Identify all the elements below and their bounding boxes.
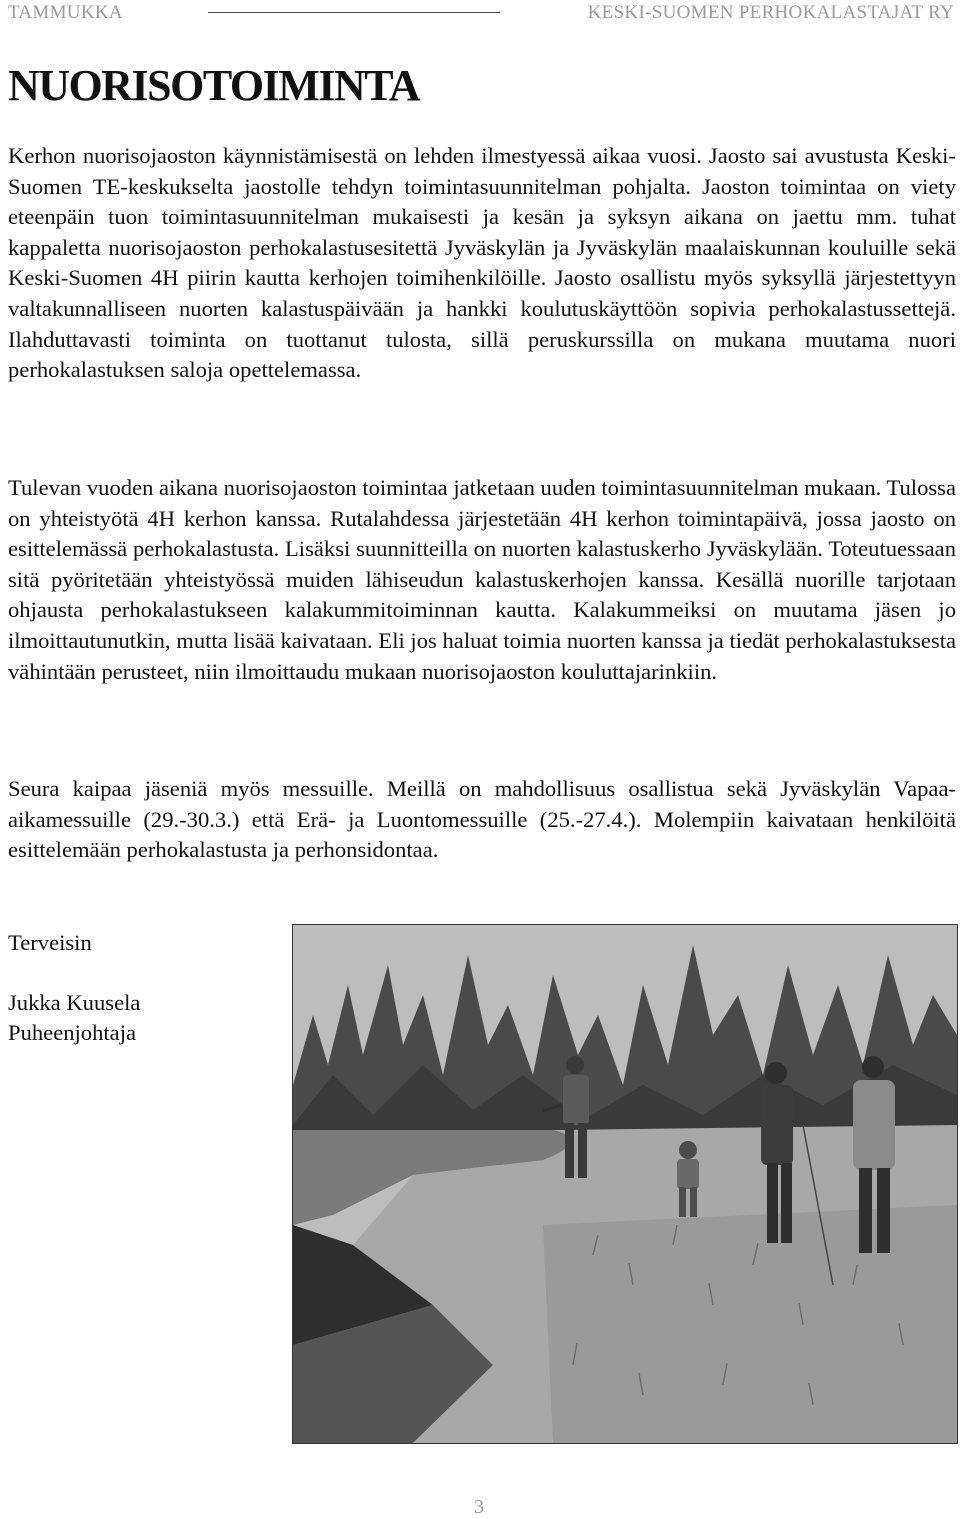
paragraph-3: Seura kaipaa jäseniä myös messuille. Meillä on mahdollisuus osallistua sekä Jyväskylän Vapaa-aikamessuille (29.-30.3.) että Erä- ja Luontomessuille (25.-27.4.). Molempiin kaivataan henkilöitä esittelemään perhokalastusta ja perhonsidontaa. — [8, 776, 956, 863]
paragraph-1: Kerhon nuorisojaoston käynnistämisestä on lehden ilmestyessä aikaa vuosi. Jaosto sai avustusta Keski-Suomen TE-keskukselta jaostolle tehdyn toimintasuunnitelman pohjalta. Jaoston toimintaa on viety eteenpäin tuon toimintasuunnitelman mukaisesti ja kesän ja syksyn aikana on jaettu mm. tuhat kappaletta nuorisojaoston perhokalastusesitettä Jyväskylän ja Jyväskylän maalaiskunnan kouluille sekä Keski-Suomen 4H piirin kautta kerhojen toimihenkilöille. Jaosto osallistu myös syksyllä järjestettyyn valtakunnalliseen nuorten kalastuspäivään ja hankki koulutuskäyttöön sopivia perhokalastussettejä. Ilahduttavasti toiminta on tuottanut tulosta, sillä peruskurssilla on mukana muutama nuori perhokalastuksen saloja opettelemassa. — [8, 143, 956, 383]
header-rule — [208, 12, 500, 13]
paragraph-2: Tulevan vuoden aikana nuorisojaoston toimintaa jatketaan uuden toimintasuunnitelman mukaan. Tulossa on yhteistyötä 4H kerhon kanssa. Rutalahdessa järjestetään 4H kerhon toimintapäivä, jossa jaosto on esittelemässä perhokalastusta. Lisäksi suunnitteilla on nuorten kalastuskerho Jyväskylään. Toteutuessaan sitä pyöritetään yhteistyössä muiden lähiseudun kalastuskerhojen kanssa. Kesällä nuorille tarjotaan ohjausta perhokalastukseen kalakummitoiminnan kautta. Kalakummeiksi on muutama jäsen jo ilmoittautunutkin, mutta lisää kaivataan. Eli jos haluat toimia nuorten kanssa ja tiedät perhokalastuksesta vähintään perusteet, niin ilmoittaudu mukaan nuorisojaoston kouluttajarinkiin. — [8, 475, 956, 684]
fishing-photo-drawing — [293, 925, 957, 1443]
header-club-name: KESKI-SUOMEN PERHOKALASTAJAT RY — [587, 2, 954, 23]
article-title: NUORISOTOIMINTA — [8, 61, 420, 110]
signature-role: Puheenjohtaja — [8, 1020, 136, 1045]
page-number: 3 — [474, 1496, 484, 1518]
signature-greeting: Terveisin — [8, 930, 92, 955]
fishing-photo — [292, 924, 958, 1444]
signature-name: Jukka Kuusela — [8, 990, 141, 1015]
header-publication-name: TAMMUKKA — [8, 2, 123, 23]
